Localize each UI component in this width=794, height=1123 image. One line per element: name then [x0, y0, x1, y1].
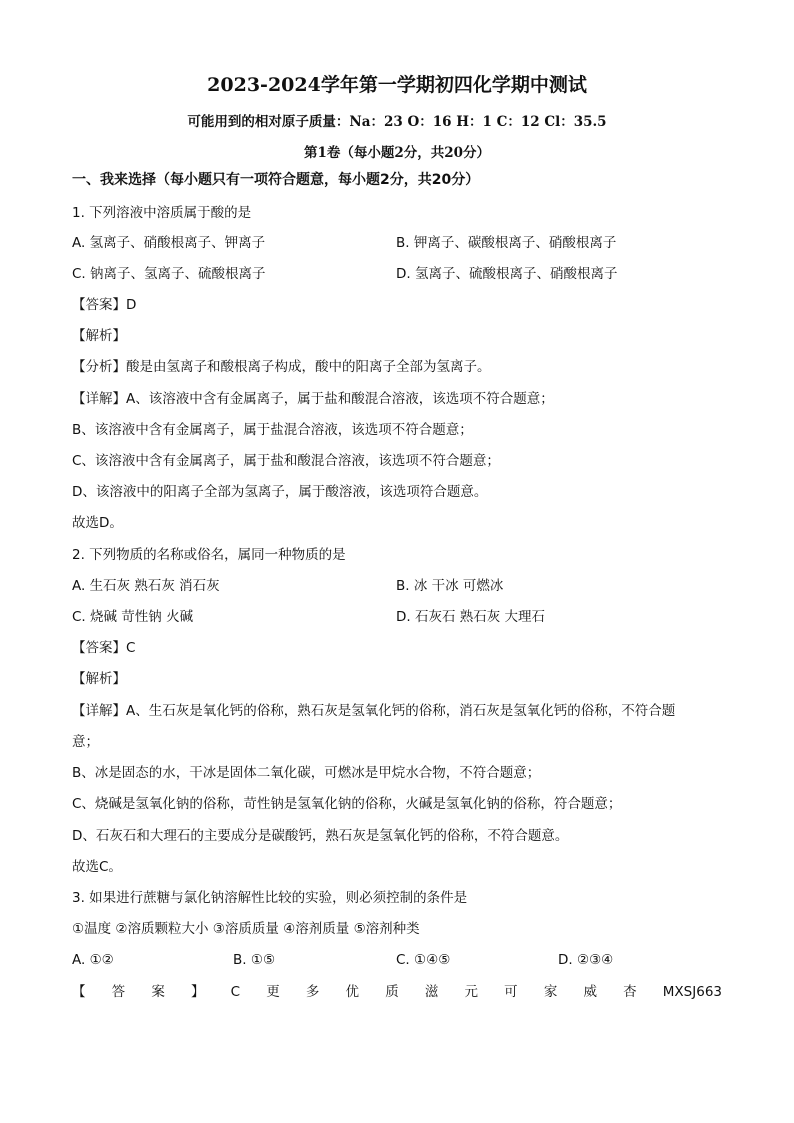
q2-option-b: B. 冰 干冰 可燃冰	[396, 578, 504, 594]
q2-analysis-line: 意；	[72, 734, 99, 750]
q2-answer: 【答案】C	[72, 640, 136, 656]
q2-option-c: C. 烧碱 苛性钠 火碱	[72, 609, 194, 625]
answer-char: 杏	[623, 984, 637, 1000]
question-3-stem: 3. 如果进行蔗糖与氯化钠溶解性比较的实验，则必须控制的条件是	[72, 890, 468, 906]
q1-analysis-line: 【分析】酸是由氢离子和酸根离子构成，酸中的阳离子全部为氢离子。	[72, 359, 491, 375]
q2-option-a: A. 生石灰 熟石灰 消石灰	[72, 578, 220, 594]
q3-option-b: B. ①⑤	[233, 952, 276, 968]
q1-analysis-tag: 【解析】	[72, 328, 126, 344]
answer-char: MXSJ663	[662, 984, 722, 1000]
answer-char: 威	[583, 984, 597, 1000]
q2-conclusion: 故选C。	[72, 859, 122, 875]
q1-option-d: D. 氢离子、硫酸根离子、硝酸根离子	[396, 266, 618, 282]
atomic-mass-line: 可能用到的相对原子质量：Na：23 O：16 H：1 C：12 Cl：35.5	[187, 114, 607, 130]
volume-header: 第1卷（每小题2分，共20分）	[303, 145, 491, 161]
answer-char: 可	[504, 984, 518, 1000]
exam-title: 2023-2024学年第一学期初四化学期中测试	[207, 74, 587, 96]
question-2-stem: 2. 下列物质的名称或俗名，属同一种物质的是	[72, 547, 346, 563]
q2-analysis-line: B、冰是固态的水，干冰是固体二氧化碳，可燃冰是甲烷水合物，不符合题意；	[72, 765, 541, 781]
answer-char: 元	[464, 984, 478, 1000]
answer-char: 滋	[424, 984, 439, 1000]
q2-analysis-line: 【详解】A、生石灰是氧化钙的俗称，熟石灰是氢氧化钙的俗称，消石灰是氢氧化钙的俗称，不符合题	[72, 703, 676, 719]
q3-answer-line	[72, 983, 722, 1001]
answer-char: 质	[385, 984, 399, 1000]
answer-char: 案	[151, 984, 165, 1000]
answer-char: 多	[305, 984, 320, 1000]
answer-char: C	[230, 984, 241, 1000]
q1-option-c: C. 钠离子、氢离子、硫酸根离子	[72, 266, 266, 282]
q3-conditions: ①温度 ②溶质颗粒大小 ③溶质质量 ④溶剂质量 ⑤溶剂种类	[72, 921, 420, 937]
answer-char: 】	[190, 984, 205, 1000]
q1-analysis-line: C、该溶液中含有金属离子，属于盐和酸混合溶液，该选项不符合题意；	[72, 453, 500, 469]
q1-conclusion: 故选D。	[72, 515, 123, 531]
q1-option-a: A. 氢离子、硝酸根离子、钾离子	[72, 235, 266, 251]
question-1-stem: 1. 下列溶液中溶质属于酸的是	[72, 205, 252, 221]
q2-analysis-tag: 【解析】	[72, 671, 126, 687]
answer-char: 更	[266, 984, 280, 1000]
answer-char: 答	[111, 984, 126, 1000]
answer-char: 优	[345, 984, 360, 1000]
q3-option-a: A. ①②	[72, 952, 114, 968]
q1-analysis-line: D、该溶液中的阳离子全部为氢离子，属于酸溶液，该选项符合题意。	[72, 484, 488, 500]
q1-analysis-line: 【详解】A、该溶液中含有金属离子，属于盐和酸混合溶液，该选项不符合题意；	[72, 391, 554, 407]
q2-analysis-line: D、石灰石和大理石的主要成分是碳酸钙，熟石灰是氢氧化钙的俗称，不符合题意。	[72, 828, 569, 844]
answer-char: 家	[543, 984, 558, 1000]
q1-analysis-line: B、该溶液中含有金属离子，属于盐混合溶液，该选项不符合题意；	[72, 422, 473, 438]
section-header: 一、我来选择（每小题只有一项符合题意，每小题2分，共20分）	[72, 172, 480, 188]
answer-char: 【	[72, 984, 86, 1000]
q1-option-b: B. 钾离子、碳酸根离子、硝酸根离子	[396, 235, 617, 251]
q2-option-d: D. 石灰石 熟石灰 大理石	[396, 609, 546, 625]
q3-option-d: D. ②③④	[558, 952, 614, 968]
q3-option-c: C. ①④⑤	[396, 952, 451, 968]
q2-analysis-line: C、烧碱是氢氧化钠的俗称，苛性钠是氢氧化钠的俗称，火碱是氢氧化钠的俗称，符合题意；	[72, 796, 622, 812]
q1-answer: 【答案】D	[72, 297, 137, 313]
